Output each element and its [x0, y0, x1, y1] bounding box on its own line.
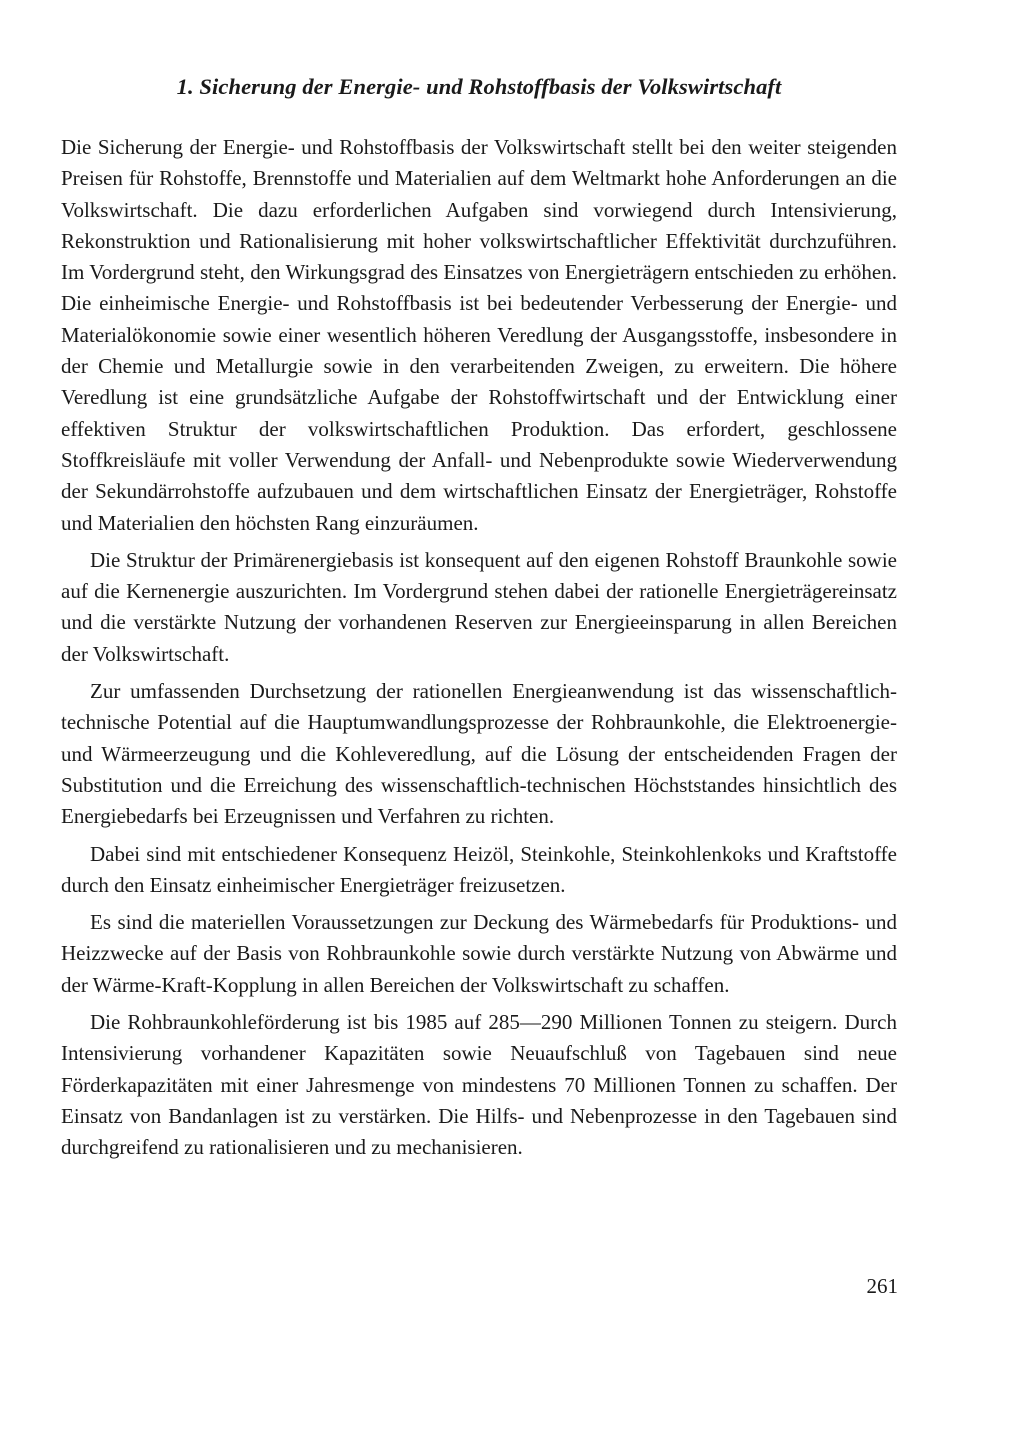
paragraph-5: Es sind die materiellen Voraussetzungen zur Deckung des Wärmebedarfs für Produktions- und Heizzwecke auf der Basis von Rohbraunkohle sowie durch verstärkte Nutzung von Abwärme und der Wärme-Kraft-Kopplung in allen Bereichen der Volkswirtschaft zu schaffen.	[61, 910, 897, 997]
paragraph-3: Zur umfassenden Durchsetzung der rationellen Energieanwendung ist das wissenschaftlich-technische Potential auf die Hauptumwandlungsprozesse der Rohbraunkohle, die Elektroenergie- und Wärmeerzeugung und die Kohleveredlung, auf die Lösung der entscheidenden Fragen der Substitution und die Erreichung des wissenschaftlich-technischen Höchststandes hinsichtlich des Energiebedarfs bei Erzeugnissen und Verfahren zu richten.	[61, 679, 897, 829]
paragraph-2: Die Struktur der Primärenergiebasis ist konsequent auf den eigenen Rohstoff Braunkohle sowie auf die Kernenergie auszurichten. Im Vordergrund stehen dabei der rationelle Energieträgereinsatz und die verstärkte Nutzung der vorhandenen Reserven zur Energieeinsparung in allen Bereichen der Volkswirtschaft.	[61, 547, 897, 666]
paragraph-1: Die Sicherung der Energie- und Rohstoffbasis der Volkswirtschaft stellt bei den weiter steigenden Preisen für Rohstoffe, Brennstoffe und Materialien auf dem Weltmarkt hohe Anforderungen an die Volkswirtschaft. Die dazu erforderlichen Aufgaben sind vorwiegend durch Intensivierung, Rekonstruktion und Rationalisierung mit hoher volkswirtschaftlicher Effektivität durchzuführen. Im Vordergrund steht, den Wirkungsgrad des Einsatzes von Energieträgern entschieden zu erhöhen. Die einheimische Energie- und Rohstoffbasis ist bei bedeutender Verbesserung der Energie- und Materialökonomie sowie einer wesentlich höheren Veredlung der Ausgangsstoffe, insbesondere in der Chemie und Metallurgie sowie in den verarbeitenden Zweigen, zu erweitern. Die höhere Veredlung ist eine grundsätzliche Aufgabe der Rohstoffwirtschaft und der Entwicklung einer effektiven Struktur der volkswirtschaftlichen Produktion. Das erfordert, geschlossene Stoffkreisläufe mit voller Verwendung der Anfall- und Nebenprodukte sowie Wiederverwendung der Sekundärrohstoffe aufzubauen und dem wirtschaftlichen Einsatz der Energieträger, Rohstoffe und Materialien den höchsten Rang einzuräumen.	[61, 135, 897, 535]
page-body	[61, 72, 897, 1164]
paragraph-6: Die Rohbraunkohleförderung ist bis 1985 auf 285—290 Millionen Tonnen zu steigern. Durch Intensivierung vorhandener Kapazitäten sowie Neuaufschluß von Tagebauen sind neue Förderkapazitäten mit einer Jahresmenge von mindestens 70 Millionen Tonnen zu schaffen. Der Einsatz von Bandanlagen ist zu verstärken. Die Hilfs- und Nebenprozesse in den Tagebauen sind durchgreifend zu rationalisieren und zu mechanisieren.	[61, 1010, 897, 1160]
section-heading: 1. Sicherung der Energie- und Rohstoffbasis der Volkswirtschaft	[176, 74, 782, 99]
page-number: 261	[866, 1274, 898, 1298]
paragraph-4: Dabei sind mit entschiedener Konsequenz Heizöl, Steinkohle, Steinkohlenkoks und Kraftstoffe durch den Einsatz einheimischer Energieträger freizusetzen.	[61, 841, 897, 897]
